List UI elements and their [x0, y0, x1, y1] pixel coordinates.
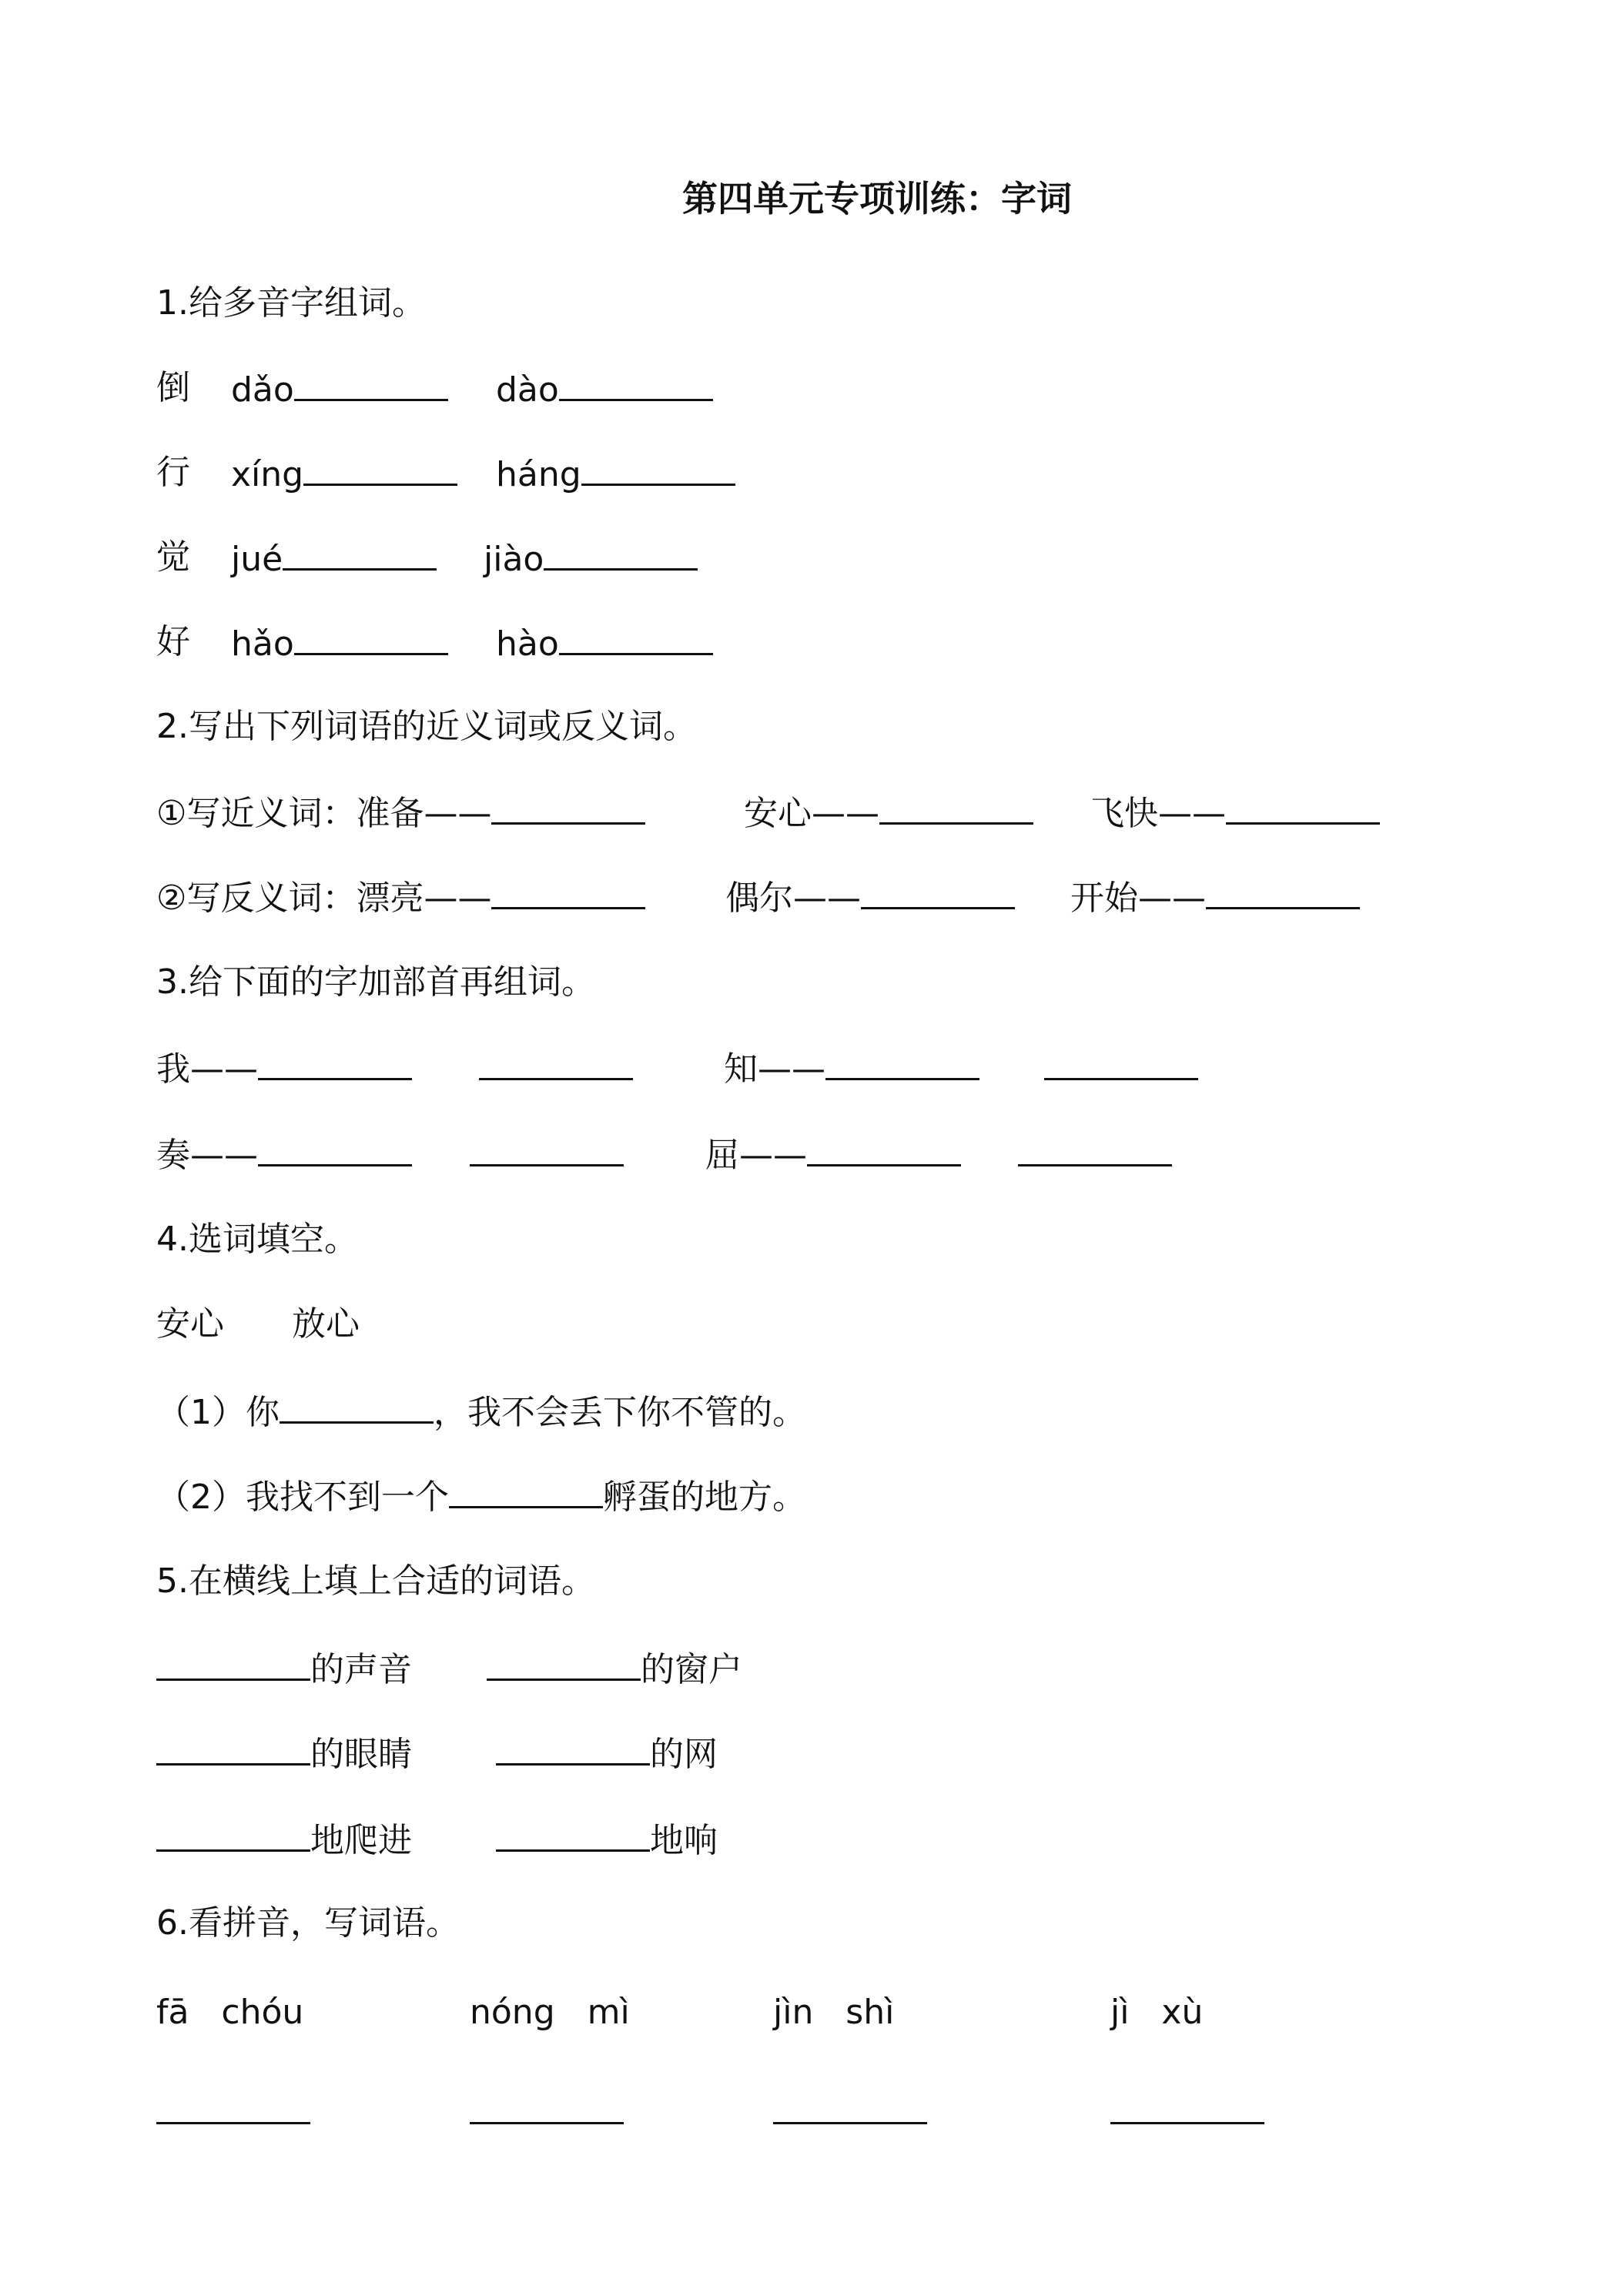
- sentence-text: （1）你: [156, 1393, 280, 1432]
- q3-row-1-b: [724, 1047, 979, 1089]
- label: ①写近义词：: [156, 794, 357, 833]
- q1-heading: 1.给多音字组词。: [156, 283, 426, 323]
- q4-options: 安心 放心: [156, 1304, 360, 1344]
- blank-line[interactable]: [294, 622, 448, 655]
- blank-line[interactable]: [491, 792, 645, 825]
- blank-line[interactable]: [258, 1047, 412, 1080]
- blank-line[interactable]: [258, 1133, 412, 1166]
- char: 知——: [724, 1049, 825, 1089]
- pinyin: háng: [496, 455, 581, 494]
- blank-line[interactable]: [544, 537, 698, 571]
- q1-row-1: [156, 368, 190, 408]
- blank-line[interactable]: [496, 1819, 650, 1852]
- blank-line[interactable]: [496, 1732, 650, 1766]
- q6-pinyin: fā chóu: [156, 1993, 304, 2032]
- q4-heading: 4.选词填空。: [156, 1220, 358, 1259]
- q6-pinyin: nóng mì: [470, 1993, 630, 2032]
- q3-row-1-a: [156, 1047, 412, 1089]
- q5-item: [156, 1732, 412, 1775]
- blank-line[interactable]: [449, 1475, 603, 1508]
- blank-line[interactable]: [156, 1732, 310, 1766]
- q1-char: 行: [156, 453, 190, 492]
- q6-pinyin: jì xù: [1110, 1993, 1204, 2032]
- q6-answer-line[interactable]: [156, 2091, 310, 2134]
- q5-item: [496, 1732, 718, 1775]
- q3-row-2-a: [156, 1133, 412, 1176]
- q1-row-2-p1: [231, 453, 457, 495]
- char: 屈——: [705, 1136, 807, 1175]
- blank-line[interactable]: [491, 876, 645, 909]
- blank-line[interactable]: [294, 368, 448, 401]
- q5-item: [487, 1648, 742, 1690]
- q1-row-4: [156, 622, 190, 662]
- blank-line[interactable]: [283, 537, 437, 571]
- blank-line[interactable]: [156, 1819, 310, 1852]
- phrase: 地爬进: [310, 1821, 412, 1860]
- phrase: 的网: [650, 1735, 718, 1774]
- q1-char: 觉: [156, 537, 190, 577]
- q3-row-1-a2[interactable]: [479, 1047, 633, 1089]
- q4-sentence-1: [156, 1391, 806, 1433]
- q2-row-1-label: [156, 792, 645, 834]
- pinyin: hǎo: [231, 624, 294, 664]
- q2-row-2-w3: [1070, 876, 1360, 919]
- blank-line[interactable]: [1226, 792, 1380, 825]
- blank-line[interactable]: [559, 368, 713, 401]
- q6-answer-line[interactable]: [773, 2091, 927, 2134]
- pinyin: jiào: [484, 540, 544, 579]
- sentence-text: ，我不会丢下你不管的。: [434, 1393, 806, 1432]
- q1-row-1-p2: [496, 368, 713, 410]
- phrase: 的窗户: [641, 1650, 742, 1689]
- pinyin: dào: [496, 370, 559, 410]
- blank-line[interactable]: [861, 876, 1015, 909]
- word: 漂亮——: [356, 879, 492, 918]
- q2-row-2-label: [156, 876, 645, 919]
- q3-heading: 3.给下面的字加部首再组词。: [156, 962, 595, 1002]
- q2-row-2-w2: [725, 876, 1015, 919]
- q2-row-1-w3: [1090, 792, 1380, 834]
- q5-item: [496, 1819, 718, 1861]
- blank-line[interactable]: [807, 1133, 961, 1166]
- label: ②写反义词：: [156, 879, 357, 918]
- q1-char: 好: [156, 622, 190, 661]
- word: 准备——: [356, 794, 492, 833]
- q1-row-4-p1: [231, 622, 448, 664]
- q1-row-2: [156, 453, 190, 493]
- word: 开始——: [1070, 879, 1206, 918]
- word: 偶尔——: [725, 879, 861, 918]
- phrase: 的声音: [310, 1650, 412, 1689]
- word: 飞快——: [1090, 794, 1226, 833]
- q6-answer-line[interactable]: [1110, 2091, 1264, 2134]
- char: 奏——: [156, 1136, 258, 1175]
- pinyin: hào: [496, 624, 559, 664]
- q1-char: 倒: [156, 368, 190, 407]
- blank-line[interactable]: [280, 1391, 434, 1424]
- sentence-text: （2）我找不到一个: [156, 1478, 449, 1517]
- q6-pinyin: jìn shì: [773, 1993, 895, 2032]
- q1-row-3-p2: [484, 537, 698, 580]
- q3-row-1-b2[interactable]: [1044, 1047, 1198, 1089]
- pinyin: xíng: [231, 455, 304, 494]
- q5-item: [156, 1819, 412, 1861]
- blank-line[interactable]: [156, 1648, 310, 1681]
- q5-item: [156, 1648, 412, 1690]
- blank-line[interactable]: [559, 622, 713, 655]
- q1-row-3: [156, 537, 190, 577]
- blank-line[interactable]: [303, 453, 457, 486]
- blank-line[interactable]: [825, 1047, 979, 1080]
- q5-heading: 5.在横线上填上合适的词语。: [156, 1561, 595, 1601]
- q3-row-2-b2[interactable]: [1018, 1133, 1172, 1176]
- pinyin: dǎo: [231, 370, 294, 410]
- q3-row-2-b: [705, 1133, 961, 1176]
- char: 我——: [156, 1049, 258, 1089]
- q1-row-2-p2: [496, 453, 735, 495]
- q6-answer-line[interactable]: [470, 2091, 624, 2134]
- q1-row-3-p1: [231, 537, 437, 580]
- blank-line[interactable]: [879, 792, 1033, 825]
- word: 安心——: [744, 794, 879, 833]
- sentence-text: 孵蛋的地方。: [603, 1478, 806, 1517]
- q6-heading: 6.看拼音，写词语。: [156, 1903, 460, 1943]
- q4-sentence-2: [156, 1475, 806, 1518]
- blank-line[interactable]: [581, 453, 735, 486]
- blank-line[interactable]: [487, 1648, 641, 1681]
- page-title: 第四单元专项训练：字词: [682, 178, 1072, 219]
- q1-row-1-p1: [231, 368, 448, 410]
- pinyin: jué: [231, 540, 283, 579]
- q2-row-1-w2: [744, 792, 1033, 834]
- phrase: 的眼睛: [310, 1735, 412, 1774]
- phrase: 地响: [650, 1821, 718, 1860]
- blank-line[interactable]: [1206, 876, 1360, 909]
- q3-row-2-a2[interactable]: [470, 1133, 624, 1176]
- q2-heading: 2.写出下列词语的近义词或反义词。: [156, 707, 697, 746]
- q1-row-4-p2: [496, 622, 713, 664]
